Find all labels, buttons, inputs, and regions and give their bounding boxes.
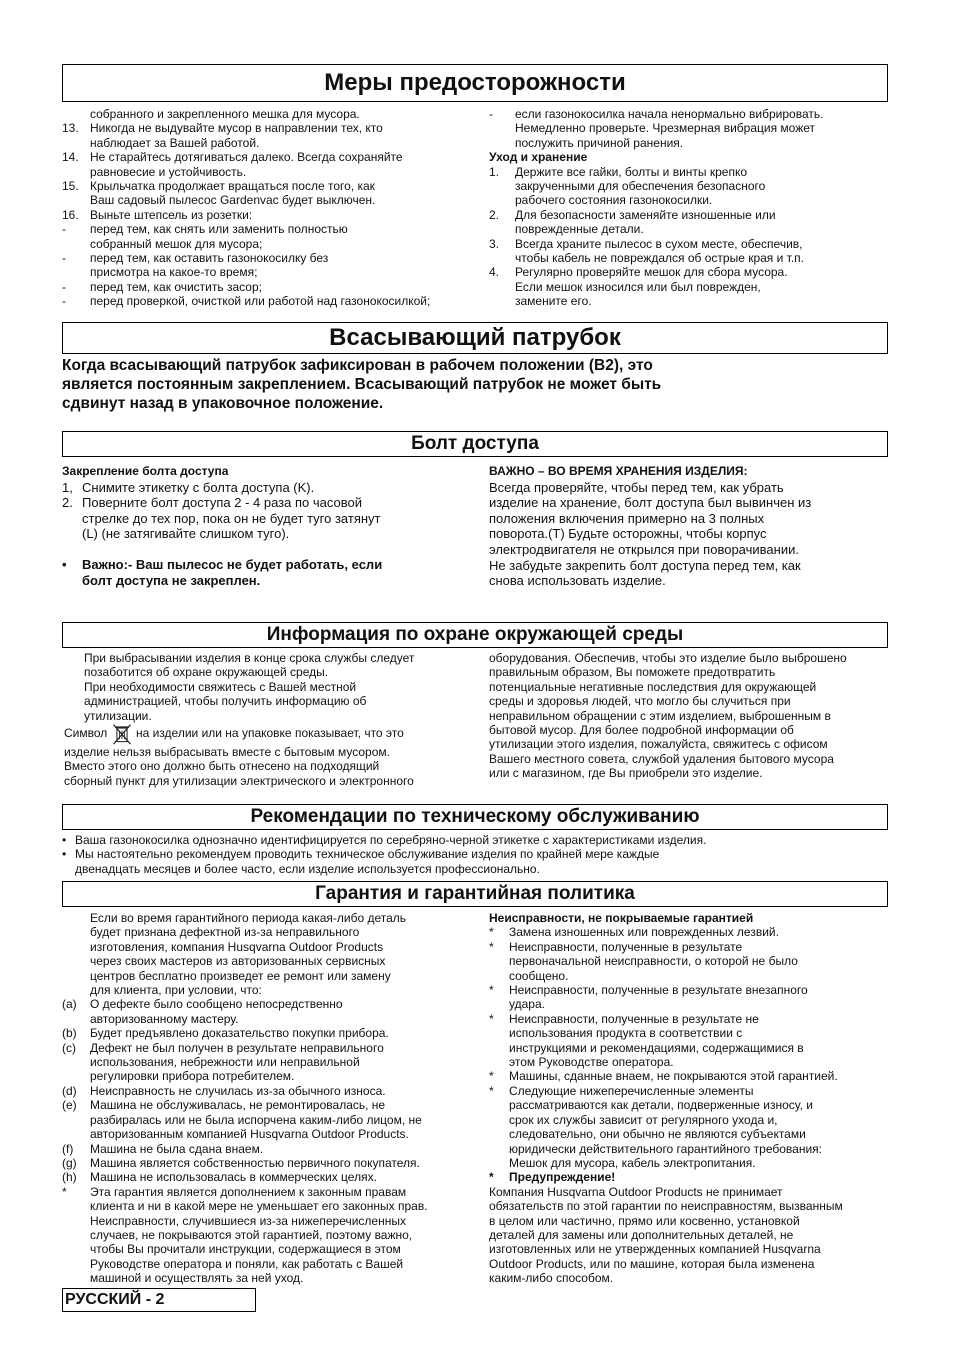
text-line: 13. Никогда не выдувайте мусор в направлении тех, кто — [62, 121, 383, 136]
important-line: • Важно:- Ваш пылесос не будет работать, если — [62, 556, 383, 572]
text-line: 1, Снимите этикетку с болта доступа (K). — [62, 479, 315, 495]
text-line: собранного и закрепленного мешка для мусора. — [90, 107, 360, 121]
symbol-line: Символ на изделии или на упаковке показывает, что это — [64, 723, 474, 745]
text-line: * Замена изношенных или поврежденных лезвий. — [489, 925, 779, 940]
text-line: электродвигателя не открылся при поворачивании. — [489, 541, 799, 557]
text-line: (b) Будет предъявлено доказательство покупки прибора. — [62, 1026, 389, 1041]
text-line: регулировки прибора потребителем. — [90, 1069, 295, 1084]
text-line: * Эта гарантия является дополнением к законным правам — [62, 1184, 407, 1199]
text-line: закрученными для обеспечения безопасного — [515, 179, 766, 194]
lead-line: Когда всасывающий патрубок зафиксирован в рабочем положении (B2), это — [62, 357, 653, 374]
text-line: (e) Машина не обслуживалась, не ремонтировалась, не — [62, 1098, 386, 1113]
section-title-precautions: Меры предосторожности — [62, 64, 888, 102]
text-line: рассматриваются как детали, подверженные износу, и — [509, 1098, 813, 1113]
environment-right-column — [489, 651, 899, 781]
text-line: неправильном обращении с этим изделием, выброшенным в — [489, 708, 831, 723]
text-line: через своих мастеров из авторизованных сервисных — [90, 954, 386, 969]
important-line: болт доступа не закреплен. — [82, 572, 261, 588]
text-line: - перед тем, как снять или заменить полностью — [62, 222, 348, 237]
text-line: машиной и осуществлять за ней уход. — [90, 1271, 304, 1286]
text-line: (a) О дефекте было сообщено непосредственно — [62, 997, 343, 1012]
warranty-left-column — [62, 911, 472, 1286]
text-line: • Ваша газонокосилка однозначно идентифицируется по серебряно-черной этикетке с характеристиками изделия. — [62, 833, 707, 847]
text-line: Если мешок износился или был поврежден, — [515, 279, 761, 294]
text-line: центров бесплатно произведет ее ремонт или замену — [90, 968, 391, 983]
text-line: рабочего состояния газонокосилки. — [515, 193, 713, 208]
text-line: (d) Неисправность не случилась из-за обычного износа. — [62, 1083, 386, 1098]
precautions-left-column — [62, 107, 472, 309]
lead-line: сдвинут назад в упаковочное положение. — [62, 395, 384, 412]
text-line: утилизации. — [84, 708, 152, 723]
text-line: (L) (не затягивайте слишком туго). — [82, 526, 290, 542]
text-line: юридически действительного гарантийного требования: — [509, 1141, 822, 1156]
text-line: положения включения примерно на 3 полных — [489, 510, 765, 526]
text-line: Компания Husqvarna Outdoor Products не принимает — [489, 1184, 783, 1199]
text-line: использования продукта в соответствии с — [509, 1026, 743, 1041]
text-line: бытовой мусор. Для более подробной информации об — [489, 723, 794, 738]
text-line: поврежденные детали. — [515, 222, 644, 237]
text-line: инструкциями и рекомендациями, содержащимися в — [509, 1040, 804, 1055]
text-line: авторизованным компанией Husqvarna Outdoor Products. — [90, 1127, 409, 1142]
section-title-warranty: Гарантия и гарантийная политика — [62, 881, 888, 907]
text-line: * Машины, сданные внаем, не покрываются этой гарантией. — [489, 1069, 838, 1084]
section-title-suction-tube: Всасывающий патрубок — [62, 322, 888, 354]
text-line: При необходимости свяжитесь с Вашей местной — [84, 679, 357, 694]
page-footer-label: РУССКИЙ - 2 — [62, 1288, 256, 1312]
text-line: Ваш садовый пылесос Gardenvac будет выключен. — [90, 193, 376, 208]
precautions-right-column — [489, 107, 899, 309]
text-line: (g) Машина является собственностью первичного покупателя. — [62, 1155, 420, 1170]
text-line: 14. Не старайтесь дотягиваться далеко. Всегда сохраняйте — [62, 150, 403, 165]
text-line: сообщено. — [509, 968, 569, 983]
text-line: 4. Регулярно проверяйте мешок для сбора мусора. — [489, 265, 788, 280]
text-line: наблюдает за Вашей работой. — [90, 135, 260, 150]
text-line: оборудования. Обеспечив, чтобы это изделие было выброшено — [489, 651, 847, 665]
text-line: 3. Всегда храните пылесос в сухом месте, обеспечив, — [489, 236, 803, 251]
text-line: Не забудьте закрепить болт доступа перед тем, как — [489, 557, 801, 573]
text-line: в целом или частично, прямо или косвенно, установкой — [489, 1213, 800, 1228]
maintenance-text — [62, 833, 902, 876]
text-line: Всегда проверяйте, чтобы перед тем, как убрать — [489, 479, 784, 495]
text-line: * Неисправности, полученные в результате — [489, 939, 743, 954]
care-storage-heading: Уход и хранение — [489, 150, 588, 165]
text-line: послужить причиной ранения. — [515, 135, 684, 150]
access-bolt-fix-heading: Закрепление болта доступа — [62, 464, 229, 478]
warning-line: * Предупреждение! — [489, 1170, 616, 1185]
text-line: каким-либо способом. — [489, 1271, 614, 1286]
text-line: Немедленно проверьте. Чрезмерная вибрация может — [515, 121, 815, 136]
text-line: случаев, не покрываются этой гарантией, поэтому важно, — [90, 1227, 413, 1242]
text-line: • Мы настоятельно рекомендуем проводить техническое обслуживание изделия по крайней мере каждые — [62, 847, 660, 862]
text-line: или с магазином, где Вы приобрели это изделие. — [489, 766, 763, 781]
text-line: чтобы Вы прочитали инструкции, содержащиеся в этом — [90, 1242, 401, 1257]
text-line: изготовленных или не утвержденных компанией Husqvarna — [489, 1242, 821, 1257]
section-title-access-bolt: Болт доступа — [62, 431, 888, 457]
crossed-bin-icon — [111, 723, 133, 745]
text-line: Неисправности, случившиеся из-за нижеперечисленных — [90, 1213, 406, 1228]
warranty-right-column — [489, 911, 899, 1286]
text-line: равновесие и устойчивость. — [90, 164, 247, 179]
text-line: 2. Поверните болт доступа 2 - 4 раза по часовой — [62, 495, 362, 511]
text-line: авторизованному мастеру. — [90, 1011, 239, 1026]
text-line: изготовления, компания Husqvarna Outdoor Products — [90, 939, 384, 954]
text-line: 2. Для безопасности заменяйте изношенные или — [489, 207, 776, 222]
text-line: 15. Крыльчатка продолжает вращаться после того, как — [62, 179, 375, 194]
text-line: разбиралась или не была испорчена каким-либо лицом, не — [90, 1112, 422, 1127]
text-line: чтобы кабель не повреждался об острые края и т.п. — [515, 251, 804, 266]
text-line: замените его. — [515, 294, 592, 309]
access-bolt-left-column — [62, 464, 472, 588]
text-line: среды и здоровья людей, что могло бы случиться при — [489, 694, 791, 709]
text-line: При выбрасывании изделия в конце срока службы следует — [84, 651, 415, 665]
text-line: снова использовать изделие. — [489, 573, 666, 589]
lead-line: является постоянным закреплением. Всасывающий патрубок не может быть — [62, 376, 662, 393]
text-line: следовательно, они обычно не являются субъектами — [509, 1127, 806, 1142]
text-line: собранный мешок для мусора; — [90, 236, 263, 251]
text-line: Вашего местного совета, службой удаления бытового мусора — [489, 751, 834, 766]
text-line: срок их службы зависит от регулярного ухода и, — [509, 1112, 778, 1127]
text-line: - перед тем, как очистить засор; — [62, 279, 262, 294]
text-line: этом Руководстве оператора. — [509, 1055, 674, 1070]
text-line: Если во время гарантийного периода какая-либо деталь — [90, 911, 407, 925]
text-line: присмотра на какое-то время; — [90, 265, 258, 280]
text-line: изделие нельзя выбрасывать вместе с бытовым мусором. — [64, 745, 390, 760]
suction-tube-lead-text — [62, 356, 892, 413]
text-line: (f) Машина не была сдана внаем. — [62, 1141, 264, 1156]
text-line: * Неисправности, полученные в результате внезапного — [489, 983, 808, 998]
text-line: сборный пункт для утилизации электрического и электронного — [64, 773, 414, 788]
text-line: будет признана дефектной из-за неправильного — [90, 925, 360, 940]
text-line: поворота.(T) Будьте осторожны, чтобы корпус — [489, 526, 767, 542]
text-line: - если газонокосилка начала ненормально вибрировать. — [489, 107, 824, 121]
text-line: для клиента, при условии, что: — [90, 983, 262, 998]
section-title-environment: Информация по охране окружающей среды — [62, 622, 888, 648]
not-covered-heading: Неисправности, не покрываемые гарантией — [489, 911, 754, 925]
text-line: (c) Дефект не был получен в результате неправильного — [62, 1040, 384, 1055]
storage-important-heading: ВАЖНО – ВО ВРЕМЯ ХРАНЕНИЯ ИЗДЕЛИЯ: — [489, 464, 748, 478]
text-line: удара. — [509, 997, 545, 1012]
text-line: изделие на хранение, болт доступа был вывинчен из — [489, 495, 812, 511]
text-line: - перед тем, как оставить газонокосилку без — [62, 251, 329, 266]
text-line: Мешок для мусора, кабель электропитания. — [509, 1155, 756, 1170]
text-line: первоначальной неисправности, о которой не было — [509, 954, 798, 969]
text-line: 1. Держите все гайки, болты и винты крепко — [489, 164, 748, 179]
environment-left-column — [64, 651, 474, 788]
text-line: потенциальные негативные последствия для окружающей — [489, 679, 817, 694]
text-line: клиента и ни в какой мере не уменьшает его законных прав. — [90, 1199, 428, 1214]
text-line: администрацией, чтобы получить информацию об — [84, 694, 367, 709]
text-line: (h) Машина не использовалась в коммерческих целях. — [62, 1170, 377, 1185]
text-line: * Неисправности, полученные в результате не — [489, 1011, 759, 1026]
text-line: Вместо этого оно должно быть отнесено на подходящий — [64, 759, 380, 774]
text-line: двенадцать месяцев и более часто, если изделие используется профессионально. — [75, 861, 540, 876]
section-title-maintenance: Рекомендации по техническому обслуживанию — [62, 804, 888, 830]
text-line: правильным образом, Вы поможете предотвратить — [489, 665, 776, 680]
text-line: Руководстве оператора и поняли, как работать с Вашей — [90, 1256, 404, 1271]
text-line: обязательств по этой гарантии по неисправностям, вызванным — [489, 1199, 843, 1214]
text-line: позаботится об охране окружающей среды. — [84, 665, 329, 680]
text-line: 16. Выньте штепсель из розетки: — [62, 207, 253, 222]
text-line: Outdoor Products, или по машине, которая была изменена — [489, 1256, 815, 1271]
text-line: * Следующие нижеперечисленные элементы — [489, 1083, 754, 1098]
text-line: стрелке до тех пор, пока он не будет туго затянут — [82, 510, 381, 526]
text-line: деталей для замены или дополнительных деталей, не — [489, 1227, 794, 1242]
access-bolt-right-column — [489, 464, 899, 589]
text-line: утилизации этого изделия, пожалуйста, свяжитесь с офисом — [489, 737, 828, 752]
text-line: - перед проверкой, очисткой или работой над газонокосилкой; — [62, 294, 431, 309]
text-line: использования, небрежности или неправильной — [90, 1055, 360, 1070]
